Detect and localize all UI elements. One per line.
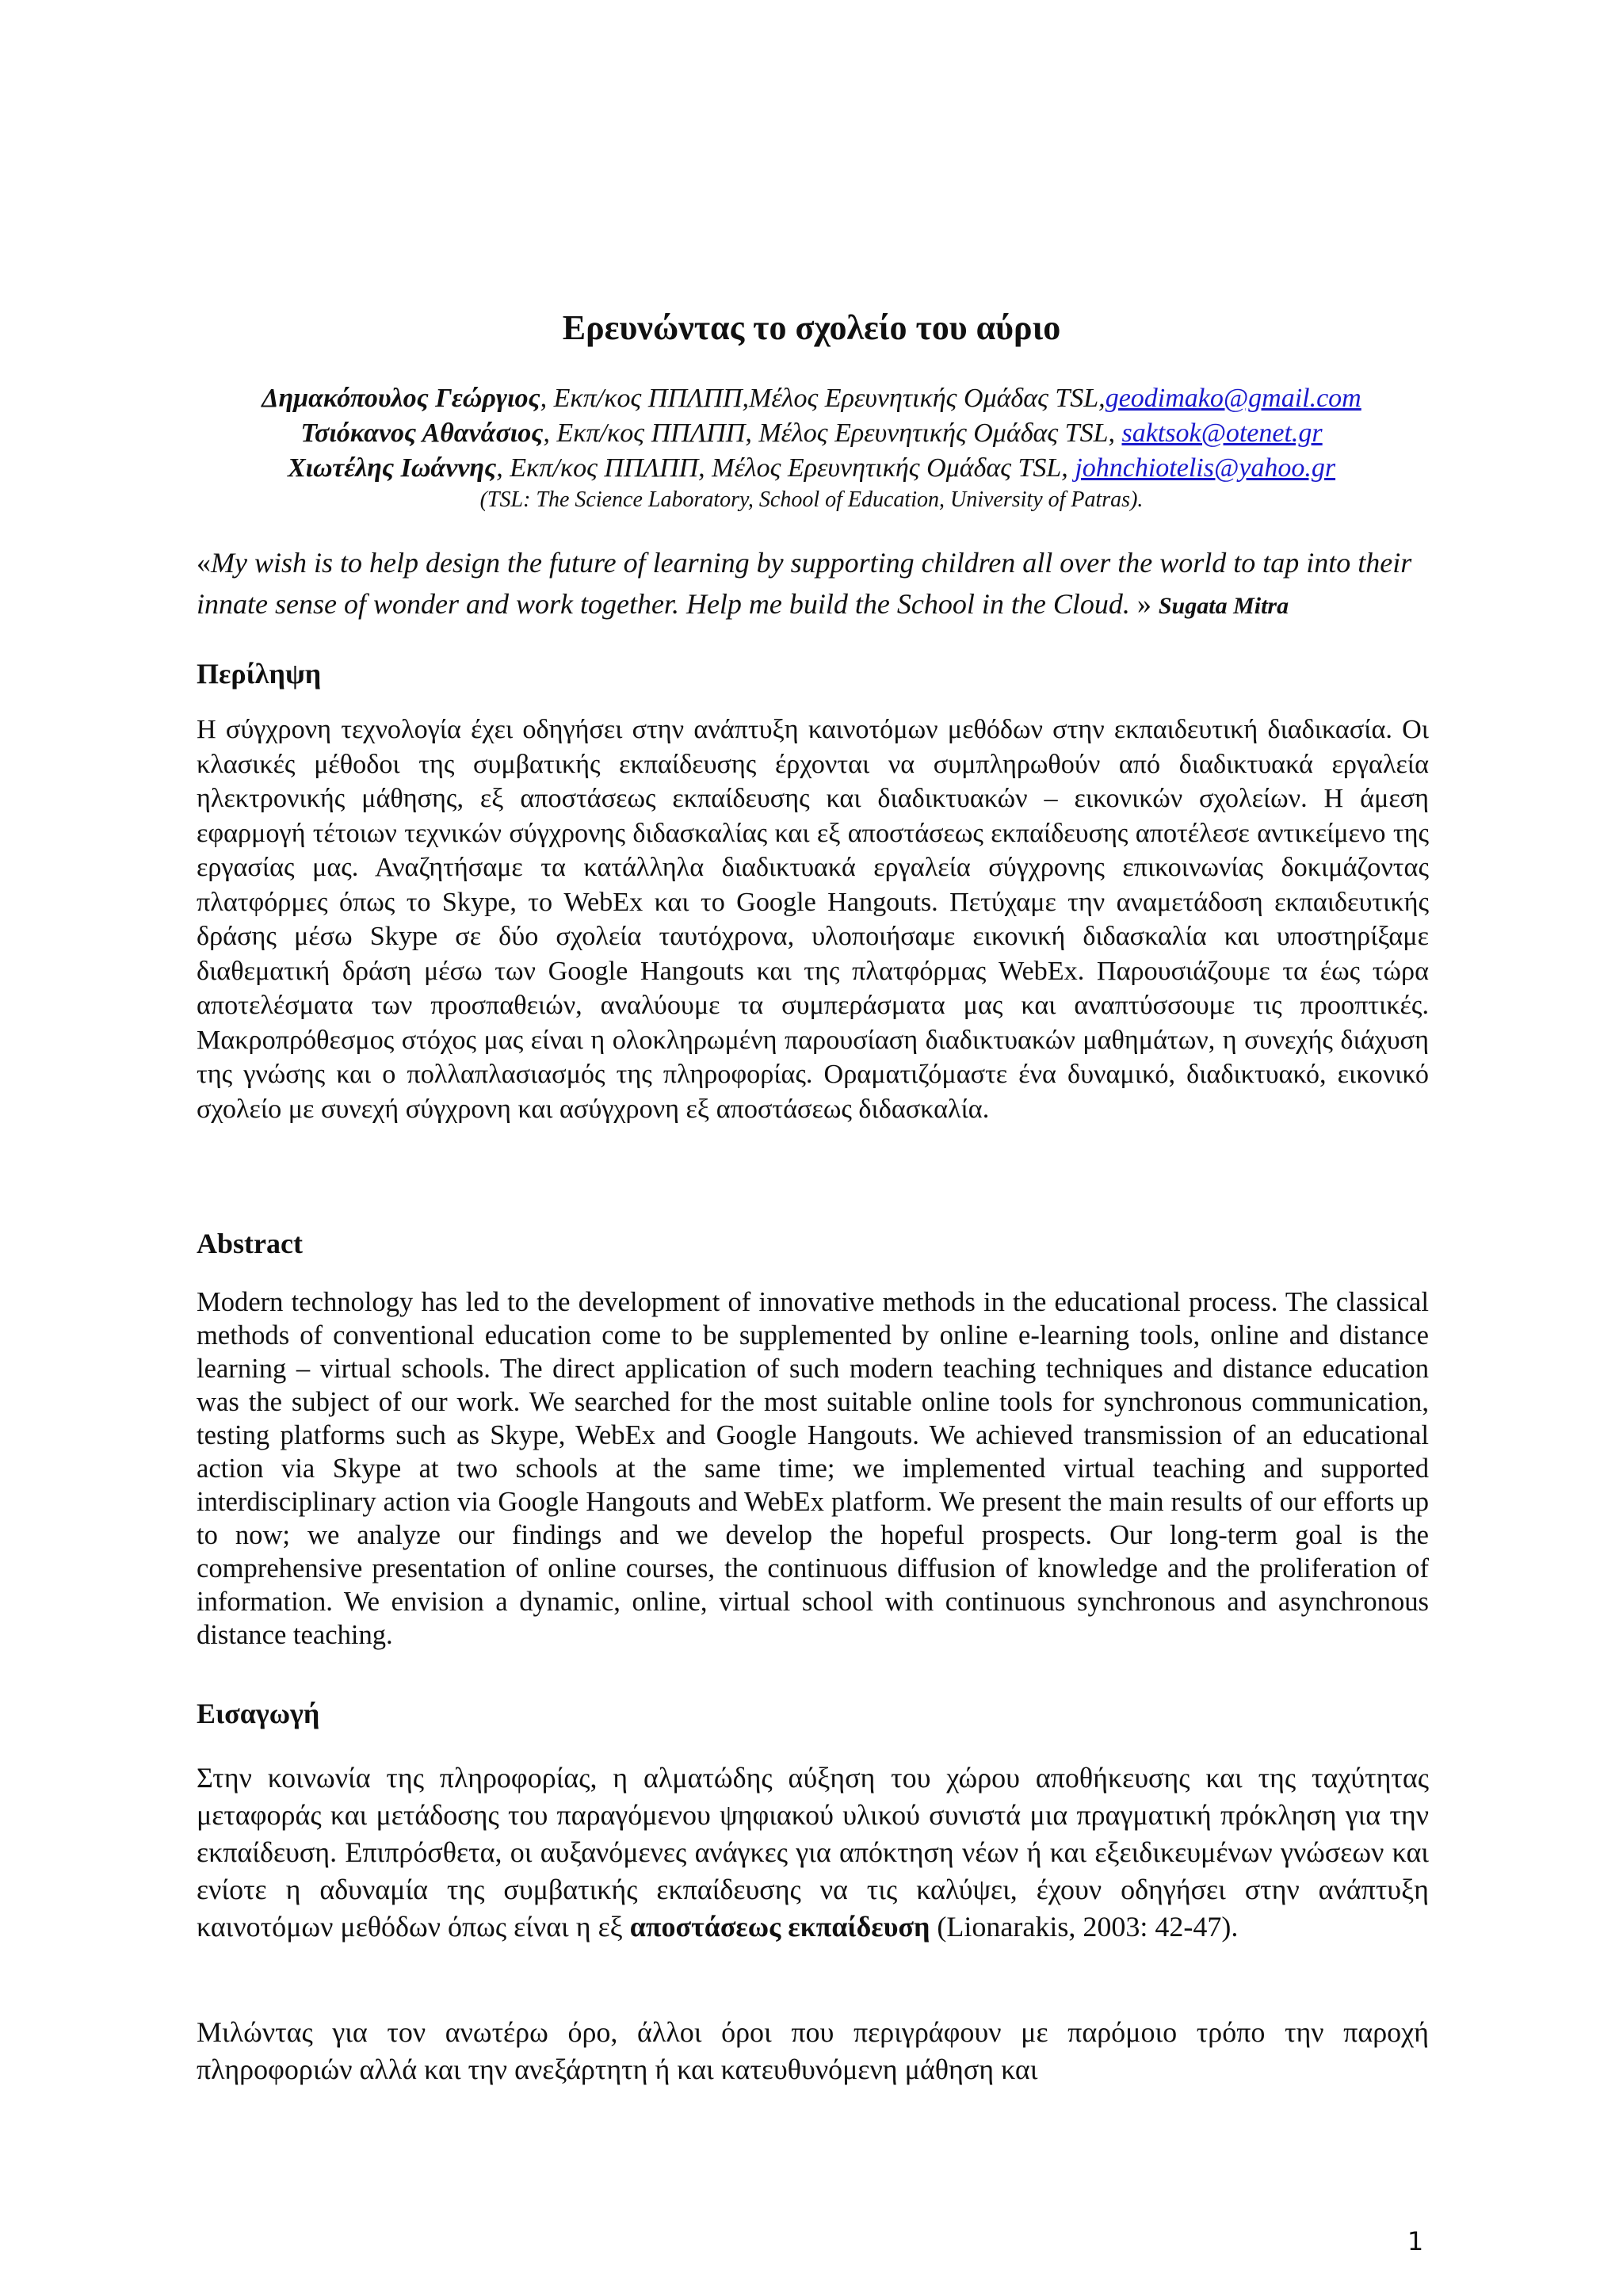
intro-citation: (Lionarakis, 2003: 42-47). <box>930 1911 1239 1943</box>
quote-close-mark: » <box>1129 588 1159 620</box>
quote-text: My wish is to help design the future of learning by supporting children all over the world to tap into their innate sense of wonder and work together. Help me build the School in the Cloud. <box>197 547 1412 620</box>
author-role: , Εκπ/κος ΠΠΛΠΠ, Μέλος Ερευνητικής Ομάδας TSL, <box>496 453 1075 483</box>
affiliation: (TSL: The Science Laboratory, School of Education, University of Patras). <box>479 487 1144 512</box>
epigraph-quote <box>197 542 1433 627</box>
summary-heading: Περίληψη <box>197 658 322 690</box>
author-email-link[interactable]: johnchiotelis@yahoo.gr <box>1075 453 1336 483</box>
introduction-heading: Εισαγωγή <box>197 1698 320 1729</box>
intro-text: Στην κοινωνία της πληροφορίας, η αλματώδης αύξηση του χώρου αποθήκευσης και της ταχύτητας μεταφοράς και μετάδοσης του παραγόμενου ψηφιακού υλικού συνιστά μια πραγματική πρόκληση για την εκπαίδευση. Επιπρόσθετα, οι αυξανόμενες ανάγκες για απόκτηση νέων ή και εξειδικευμένων γνώσεων και ενίοτε η αδυναμία της συμβατικής εκπαίδευσης να τις καλύψει, έχουν οδηγήσει στην ανάπτυξη καινοτόμων μεθόδων όπως είναι η εξ <box>197 1762 1429 1943</box>
author-name: Δημακόπουλος Γεώργιος <box>262 384 540 413</box>
intro-bold-term: αποστάσεως εκπαίδευση <box>629 1911 930 1943</box>
quote-open-mark: « <box>197 547 211 579</box>
author-email-link[interactable]: saktsok@otenet.gr <box>1121 418 1323 448</box>
author-email-link[interactable]: geodimako@gmail.com <box>1105 384 1361 413</box>
author-line <box>158 381 1465 416</box>
introduction-paragraph <box>197 1759 1429 1946</box>
author-role: , Εκπ/κος ΠΠΛΠΠ,Μέλος Ερευνητικής Ομάδας TSL, <box>540 384 1106 413</box>
author-line <box>158 451 1465 486</box>
paper-title: Ερευνώντας το σχολείο του αύριο <box>562 308 1061 347</box>
author-name: Τσιόκανος Αθανάσιος <box>300 418 544 448</box>
author-name: Χιωτέλης Ιωάννης <box>287 453 497 483</box>
author-block <box>158 381 1465 514</box>
author-line <box>158 416 1465 451</box>
quote-author: Sugata Mitra <box>1158 593 1289 619</box>
introduction-paragraph-2: Μιλώντας για τον ανωτέρω όρο, άλλοι όροι που περιγράφουν με παρόμοιο τρόπο την παροχή πληροφοριών αλλά και την ανεξάρτητη ή και κατευθυνόμενη μάθηση και <box>197 2016 1429 2085</box>
abstract-paragraph: Modern technology has led to the development of innovative methods in the educational process. The classical methods of conventional education come to be supplemented by online e-learning tools, online and distance learning – virtual schools. The direct application of such modern teaching techniques and distance education was the subject of our work. We searched for the most suitable online tools for synchronous communication, testing platforms such as Skype, WebEx and Google Hangouts. We achieved transmission of an educational action via Skype at two schools at the same time; we implemented virtual teaching and supported interdisciplinary action via Google Hangouts and WebEx platform. We present the main results of our efforts up to now; we analyze our findings and we develop the hopeful prospects. Our long-term goal is the comprehensive presentation of online courses, the continuous diffusion of knowledge and the proliferation of information. We envision a dynamic, online, virtual school with continuous synchronous and asynchronous distance teaching. <box>197 1287 1429 1650</box>
abstract-heading: Abstract <box>197 1228 303 1259</box>
page-number: 1 <box>1407 2226 1424 2256</box>
summary-paragraph: Η σύγχρονη τεχνολογία έχει οδηγήσει στην ανάπτυξη καινοτόμων μεθόδων στην εκπαιδευτική διαδικασία. Οι κλασικές μέθοδοι της συμβατικής εκπαίδευσης έρχονται να συμπληρωθούν από διαδικτυακά εργαλεία ηλεκτρονικής μάθησης, εξ αποστάσεως εκπαίδευσης και διαδικτυακών – εικονικών σχολείων. Η άμεση εφαρμογή τέτοιων τεχνικών σύγχρονης διδασκαλίας και εξ αποστάσεως εκπαίδευσης αποτέλεσε αντικείμενο της εργασίας μας. Αναζητήσαμε τα κατάλληλα διαδικτυακά εργαλεία σύγχρονης επικοινωνίας δοκιμάζοντας πλατφόρμες όπως το Skype, το WebEx και το Google Hangouts. Πετύχαμε την αναμετάδοση εκπαιδευτικής δράσης μέσω Skype σε δύο σχολεία ταυτόχρονα, υλοποιήσαμε εικονική διδασκαλία και υποστηρίξαμε διαθεματική δράση μέσω των Google Hangouts και της πλατφόρμας WebEx. Παρουσιάζουμε τα έως τώρα αποτελέσματα των προσπαθειών, αναλύουμε τα συμπεράσματα μας και αναπτύσσουμε τις προοπτικές. Μακροπρόθεσμος στόχος μας είναι η ολοκληρωμένη παρουσίαση διαδικτυακών μαθημάτων, η συνεχής διάχυση της γνώσης και ο πολλαπλασιασμός της πληροφορίας. Οραματιζόμαστε ένα δυναμικό, διαδικτυακό, εικονικό σχολείο με συνεχή σύγχρονη και ασύγχρονη εξ αποστάσεως διδασκαλία. <box>197 715 1429 1124</box>
author-role: , Εκπ/κος ΠΠΛΠΠ, Μέλος Ερευνητικής Ομάδας TSL, <box>543 418 1122 448</box>
